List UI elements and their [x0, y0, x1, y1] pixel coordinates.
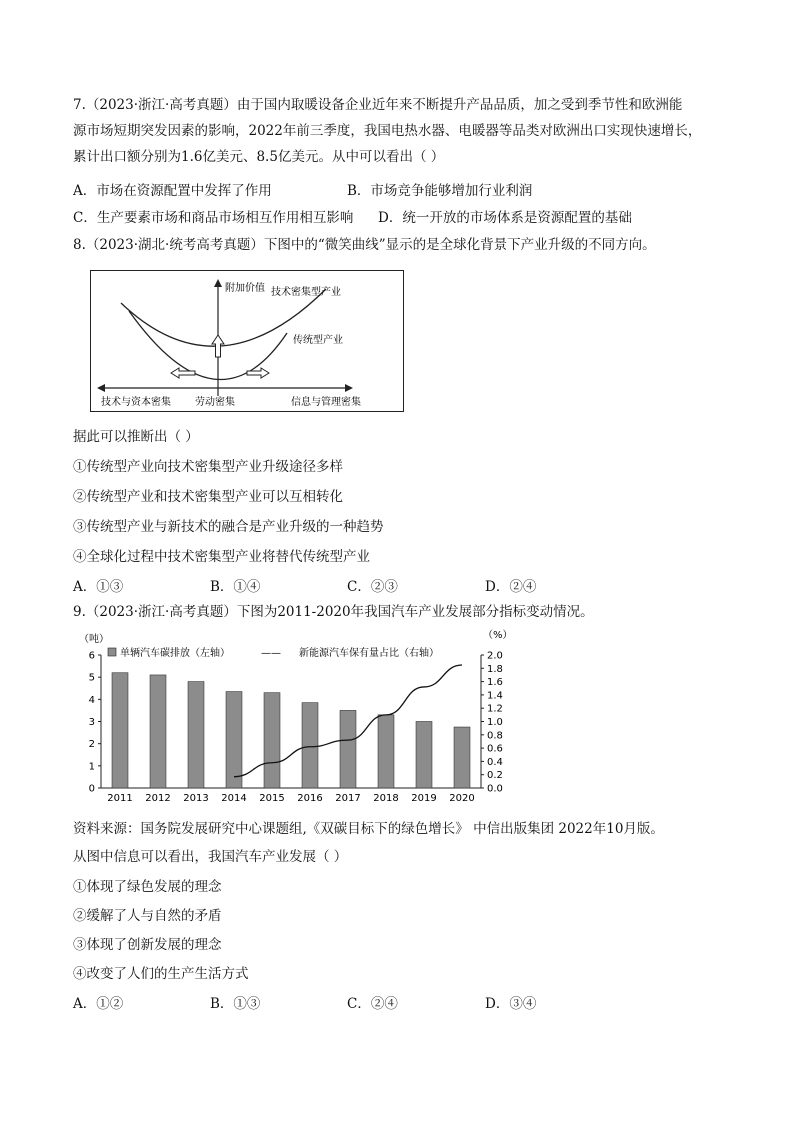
q7-line1: 7.（2023·浙江·高考真题）由于国内取暖设备企业近年来不断提升产品品质，加之受到季节性和欧洲能: [73, 97, 683, 113]
q8-statement-3: ③传统型产业与新技术的融合是产业升级的一种趋势: [73, 519, 384, 535]
bar: [188, 682, 204, 788]
q9-statement-1: ①体现了绿色发展的理念: [73, 879, 222, 895]
right-tick-label: 0.0: [487, 783, 503, 795]
q8-stem: 8.（2023·湖北·统考高考真题）下图中的“微笑曲线”显示的是全球化背景下产业升级的不同方向。: [73, 237, 656, 253]
q9-option-a[interactable]: A．①②: [73, 996, 124, 1012]
right-tick-label: 0.4: [487, 756, 503, 768]
left-tick-label: 1: [88, 761, 95, 773]
x-tick-label: 2011: [107, 793, 133, 804]
q9-option-b[interactable]: B．①③: [210, 996, 261, 1012]
x-label-right: 信息与管理密集: [291, 397, 361, 408]
bar: [302, 703, 318, 788]
q8-option-b[interactable]: B．①④: [210, 579, 261, 595]
chart-plot-area: [89, 651, 503, 805]
bar: [340, 710, 356, 788]
smile-curve-figure: [90, 270, 404, 412]
left-tick-label: 5: [88, 672, 95, 684]
bar: [454, 727, 470, 788]
x-axis-left-arrow-icon: [97, 384, 105, 392]
x-tick-label: 2015: [259, 793, 285, 804]
q8-statement-4: ④全球化过程中技术密集型产业将替代传统型产业: [73, 549, 370, 565]
q8-statement-1: ①传统型产业向技术密集型产业升级途径多样: [73, 459, 343, 475]
right-tick-label: 1.4: [487, 690, 503, 702]
right-tick-label: 0.6: [487, 743, 503, 755]
q8-ask: 据此可以推断出（ ）: [73, 429, 199, 445]
y-axis-arrow-icon: [214, 279, 222, 287]
x-tick-label: 2018: [373, 793, 399, 804]
bar: [226, 692, 242, 788]
bar: [112, 673, 128, 788]
q7-option-b[interactable]: B．市场竞争能够增加行业利润: [347, 183, 533, 199]
q9-statement-3: ③体现了创新发展的理念: [73, 937, 222, 953]
x-label-mid: 劳动密集: [195, 397, 235, 408]
x-tick-label: 2013: [183, 793, 209, 804]
x-axis-right-arrow-icon: [345, 384, 353, 392]
legend-bar-label: 单辆汽车碳排放（左轴）: [120, 648, 230, 659]
car-industry-chart: [75, 628, 535, 808]
q9-option-d[interactable]: D．③④: [485, 996, 537, 1012]
bar: [150, 675, 166, 788]
q7-option-a[interactable]: A．市场在资源配置中发挥了作用: [73, 183, 272, 199]
left-tick-label: 4: [88, 694, 95, 706]
x-tick-label: 2014: [221, 793, 247, 804]
right-arrow-icon: [247, 368, 269, 378]
x-tick-label: 2016: [297, 793, 323, 804]
right-tick-label: 1.6: [487, 677, 503, 689]
x-tick-label: 2012: [145, 793, 171, 804]
lower-curve-label: 传统型产业: [293, 335, 343, 346]
y-axis-label: 附加价值: [225, 283, 265, 294]
right-tick-label: 0.2: [487, 770, 503, 782]
q9-statement-2: ②缓解了人与自然的矛盾: [73, 908, 222, 924]
right-tick-label: 1.2: [487, 703, 503, 715]
right-tick-label: 1.0: [487, 717, 503, 728]
q7-line3: 累计出口额分别为1.6亿美元、8.5亿美元。从中可以看出（ ）: [73, 149, 445, 165]
q8-option-a[interactable]: A．①③: [73, 579, 124, 595]
legend-line-symbol: ——: [261, 648, 281, 659]
q8-statement-2: ②传统型产业和技术密集型产业可以互相转化: [73, 489, 343, 505]
left-tick-label: 6: [88, 650, 95, 662]
right-axis-unit: （%）: [483, 630, 513, 641]
bar: [416, 722, 432, 789]
q9-statement-4: ④改变了人们的生产生活方式: [73, 966, 249, 982]
x-label-left: 技术与资本密集: [101, 397, 171, 408]
right-tick-label: 1.8: [487, 663, 503, 675]
q7-line2: 源市场短期突发因素的影响，2022年前三季度，我国电热水器、电暖器等品类对欧洲出口实现快速增长，: [73, 123, 702, 139]
q9-option-c[interactable]: C．②④: [347, 996, 398, 1012]
bar: [264, 693, 280, 788]
q8-option-d[interactable]: D．②④: [485, 579, 537, 595]
smile-curve-svg: [91, 271, 403, 411]
q9-source: 资料来源：国务院发展研究中心课题组,《双碳目标下的绿色增长》 中信出版集团 2022年10月版。: [73, 821, 664, 837]
upper-curve-label: 技术密集型产业: [271, 287, 341, 298]
x-tick-label: 2019: [411, 793, 437, 804]
left-tick-label: 0: [88, 783, 95, 795]
q7-option-c[interactable]: C．生产要素市场和商品市场相互作用相互影响: [73, 210, 354, 226]
left-arrow-icon: [171, 368, 195, 378]
x-tick-label: 2020: [449, 793, 475, 804]
left-axis-unit: （吨）: [79, 634, 109, 645]
left-tick-label: 2: [88, 739, 95, 751]
legend-bar-swatch: [108, 648, 116, 656]
q7-option-d[interactable]: D．统一开放的市场体系是资源配置的基础: [378, 210, 632, 226]
right-tick-label: 0.8: [487, 730, 503, 742]
q9-stem: 9.（2023·浙江·高考真题）下图为2011-2020年我国汽车产业发展部分指标变动情况。: [73, 604, 594, 620]
x-tick-label: 2017: [335, 793, 361, 804]
legend-line-label: 新能源汽车保有量占比（右轴）: [299, 648, 439, 659]
q9-ask: 从图中信息可以看出，我国汽车产业发展（ ）: [73, 849, 348, 865]
bar: [378, 715, 394, 788]
q8-option-c[interactable]: C．②③: [347, 579, 398, 595]
right-tick-label: 2.0: [487, 650, 503, 662]
left-tick-label: 3: [88, 717, 95, 728]
